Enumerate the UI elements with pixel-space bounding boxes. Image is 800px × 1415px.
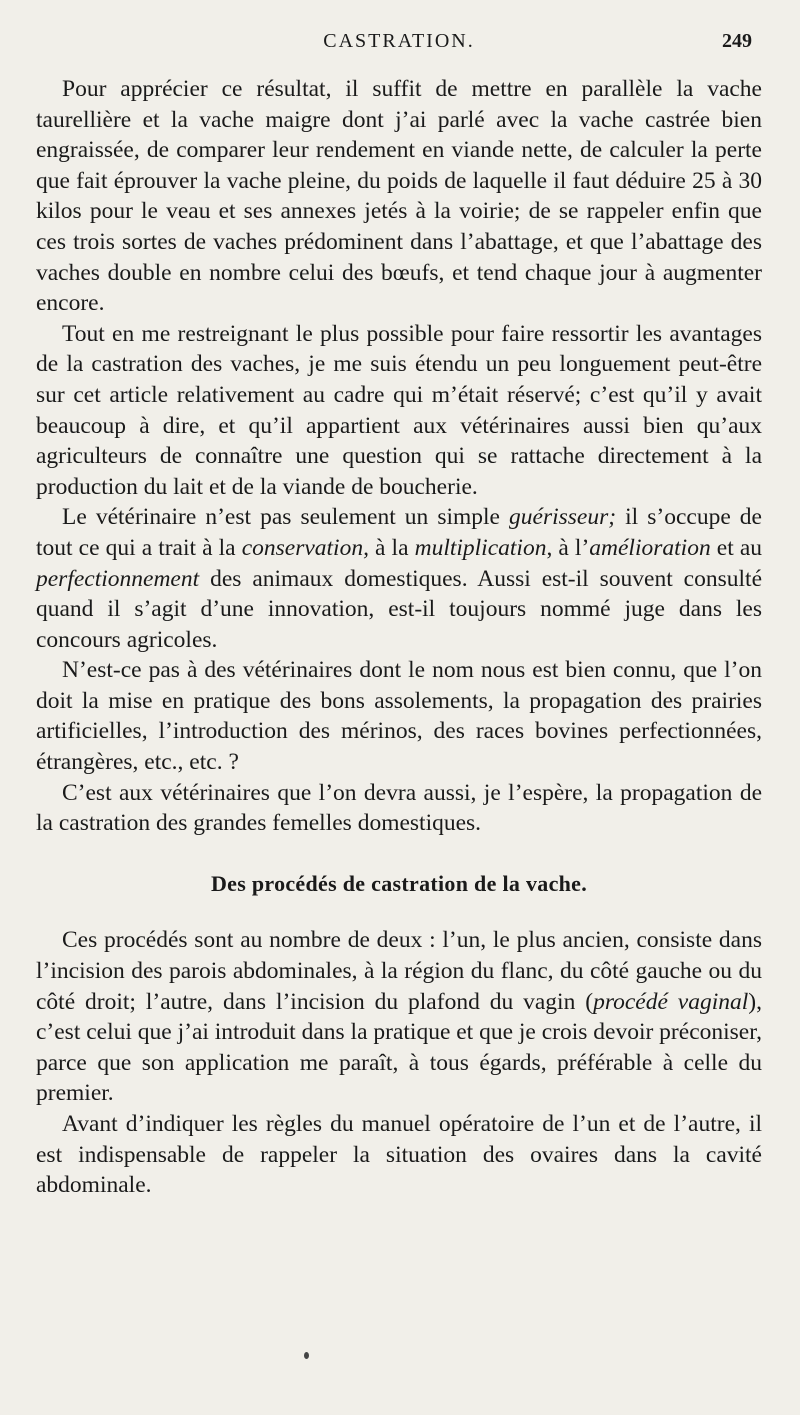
paragraph-6 [36,925,762,1109]
italic-term: multiplication [414,534,547,561]
paragraph-4: N’est-ce pas à des vétérinaires dont le nom nous est bien connu, que l’on doit la mise en pratique des bons assolements, la propagation des prairies artificielles, l’introduction des mérinos, des races bovines perfectionnées, étrangères, etc., etc. ? [36,657,762,776]
italic-term: amélioration [589,534,711,561]
text-run: Le vétérinaire n’est pas seulement un simple [62,504,510,531]
italic-term: procédé vaginal [593,988,749,1015]
italic-term: conservation, [241,534,369,561]
page-header [36,30,762,60]
paragraph-2: Tout en me restreignant le plus possible pour faire ressortir les avantages de la castration des vaches, je me suis étendu un peu longuement peut-être sur cet article relativement au cadre qui m’était réservé; c’est qu’il y avait beaucoup à dire, et qu’il appartient aux vétérinaires aussi bien qu’aux agriculteurs de connaître une question qui se rattache directement à la production du lait et de la viande de boucherie. [36,320,762,500]
section-heading: Des procédés de castration de la vache. [210,870,588,896]
italic-term: perfectionnement [36,565,200,592]
paragraph-3 [36,502,762,655]
ink-speck [304,1352,309,1359]
text-run: Ces procédés sont au nombre de deux : l’un, le plus ancien, consiste dans l’incision des parois abdominales, à la région du flanc, du côté gauche ou du côté droit; l’autre, dans l’incision du plafond du vagin ( [36,927,762,1015]
page-number: 249 [722,30,752,52]
paragraph-5: C’est aux vétérinaires que l’on devra aussi, je l’espère, la propagation de la castration des grandes femelles domestiques. [36,779,762,837]
text-run: il s’occupe de tout ce qui a trait à la [36,504,762,561]
paragraph-1: Pour apprécier ce résultat, il suffit de mettre en parallèle la vache taurellière et la vache maigre dont j’ai parlé avec la vache castrée bien engraissée, de comparer leur rendement en viande nette, de calculer la perte que fait éprouver la vache pleine, du poids de laquelle il faut déduire 25 à 30 kilos pour le veau et ses annexes jetés à la voirie; de se rappeler enfin que ces trois sortes de vaches prédominent dans l’abattage, et que l’abattage des vaches double en nombre celui des bœufs, et tend chaque jour à augmenter encore. [36,76,762,317]
text-run: à la [368,534,415,561]
text-run: des animaux domestiques. Aussi est-il souvent consulté quand il s’agit d’une innovation, est-il toujours nommé juge dans les concours agricoles. [36,565,762,653]
body-text [36,74,762,1201]
italic-term: guérisseur; [509,504,617,531]
book-page [36,0,762,1415]
text-run: , à l’ [546,534,590,561]
text-run: ), c’est celui que j’ai introduit dans la pratique et que je crois devoir préconiser, parce que son application me paraît, à tous égards, préférable à celle du premier. [36,988,762,1107]
text-run: et au [710,534,763,561]
running-head: CASTRATION. [323,30,475,52]
paragraph-7: Avant d’indiquer les règles du manuel opératoire de l’un et de l’autre, il est indispensable de rappeler la situation des ovaires dans la cavité abdominale. [36,1111,762,1199]
